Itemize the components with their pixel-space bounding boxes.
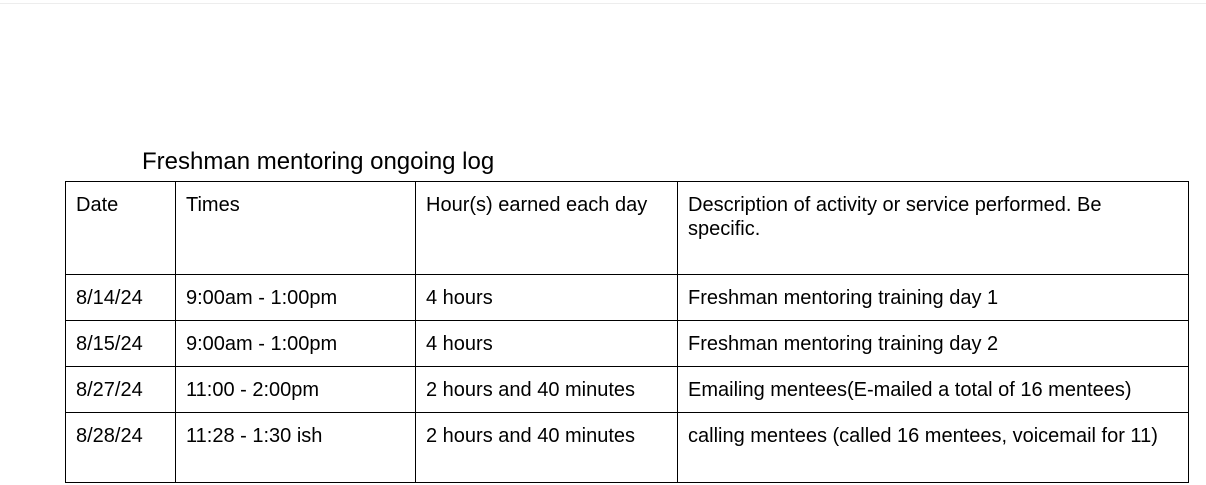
cell-description: calling mentees (called 16 mentees, voicemail for 11) [678, 413, 1189, 483]
table-row [66, 275, 1189, 321]
cell-hours: 2 hours and 40 minutes [416, 367, 678, 413]
cell-date: 8/15/24 [66, 321, 176, 367]
cell-times: 11:28 - 1:30 ish [176, 413, 416, 483]
header-date: Date [66, 182, 176, 275]
cell-hours: 4 hours [416, 275, 678, 321]
cell-times: 11:00 - 2:00pm [176, 367, 416, 413]
header-description: Description of activity or service performed. Be specific. [678, 182, 1189, 275]
cell-date: 8/27/24 [66, 367, 176, 413]
cell-date: 8/14/24 [66, 275, 176, 321]
header-hours: Hour(s) earned each day [416, 182, 678, 275]
activity-log-table [65, 181, 1189, 483]
cell-description: Freshman mentoring training day 1 [678, 275, 1189, 321]
cell-description: Emailing mentees(E-mailed a total of 16 mentees) [678, 367, 1189, 413]
table-row [66, 367, 1189, 413]
table-header-row [66, 182, 1189, 275]
cell-description: Freshman mentoring training day 2 [678, 321, 1189, 367]
header-times: Times [176, 182, 416, 275]
table-row [66, 413, 1189, 483]
cell-hours: 2 hours and 40 minutes [416, 413, 678, 483]
page-top-border [0, 3, 1206, 4]
cell-times: 9:00am - 1:00pm [176, 275, 416, 321]
cell-times: 9:00am - 1:00pm [176, 321, 416, 367]
document-title: Freshman mentoring ongoing log [142, 148, 495, 175]
cell-hours: 4 hours [416, 321, 678, 367]
cell-date: 8/28/24 [66, 413, 176, 483]
table-row [66, 321, 1189, 367]
